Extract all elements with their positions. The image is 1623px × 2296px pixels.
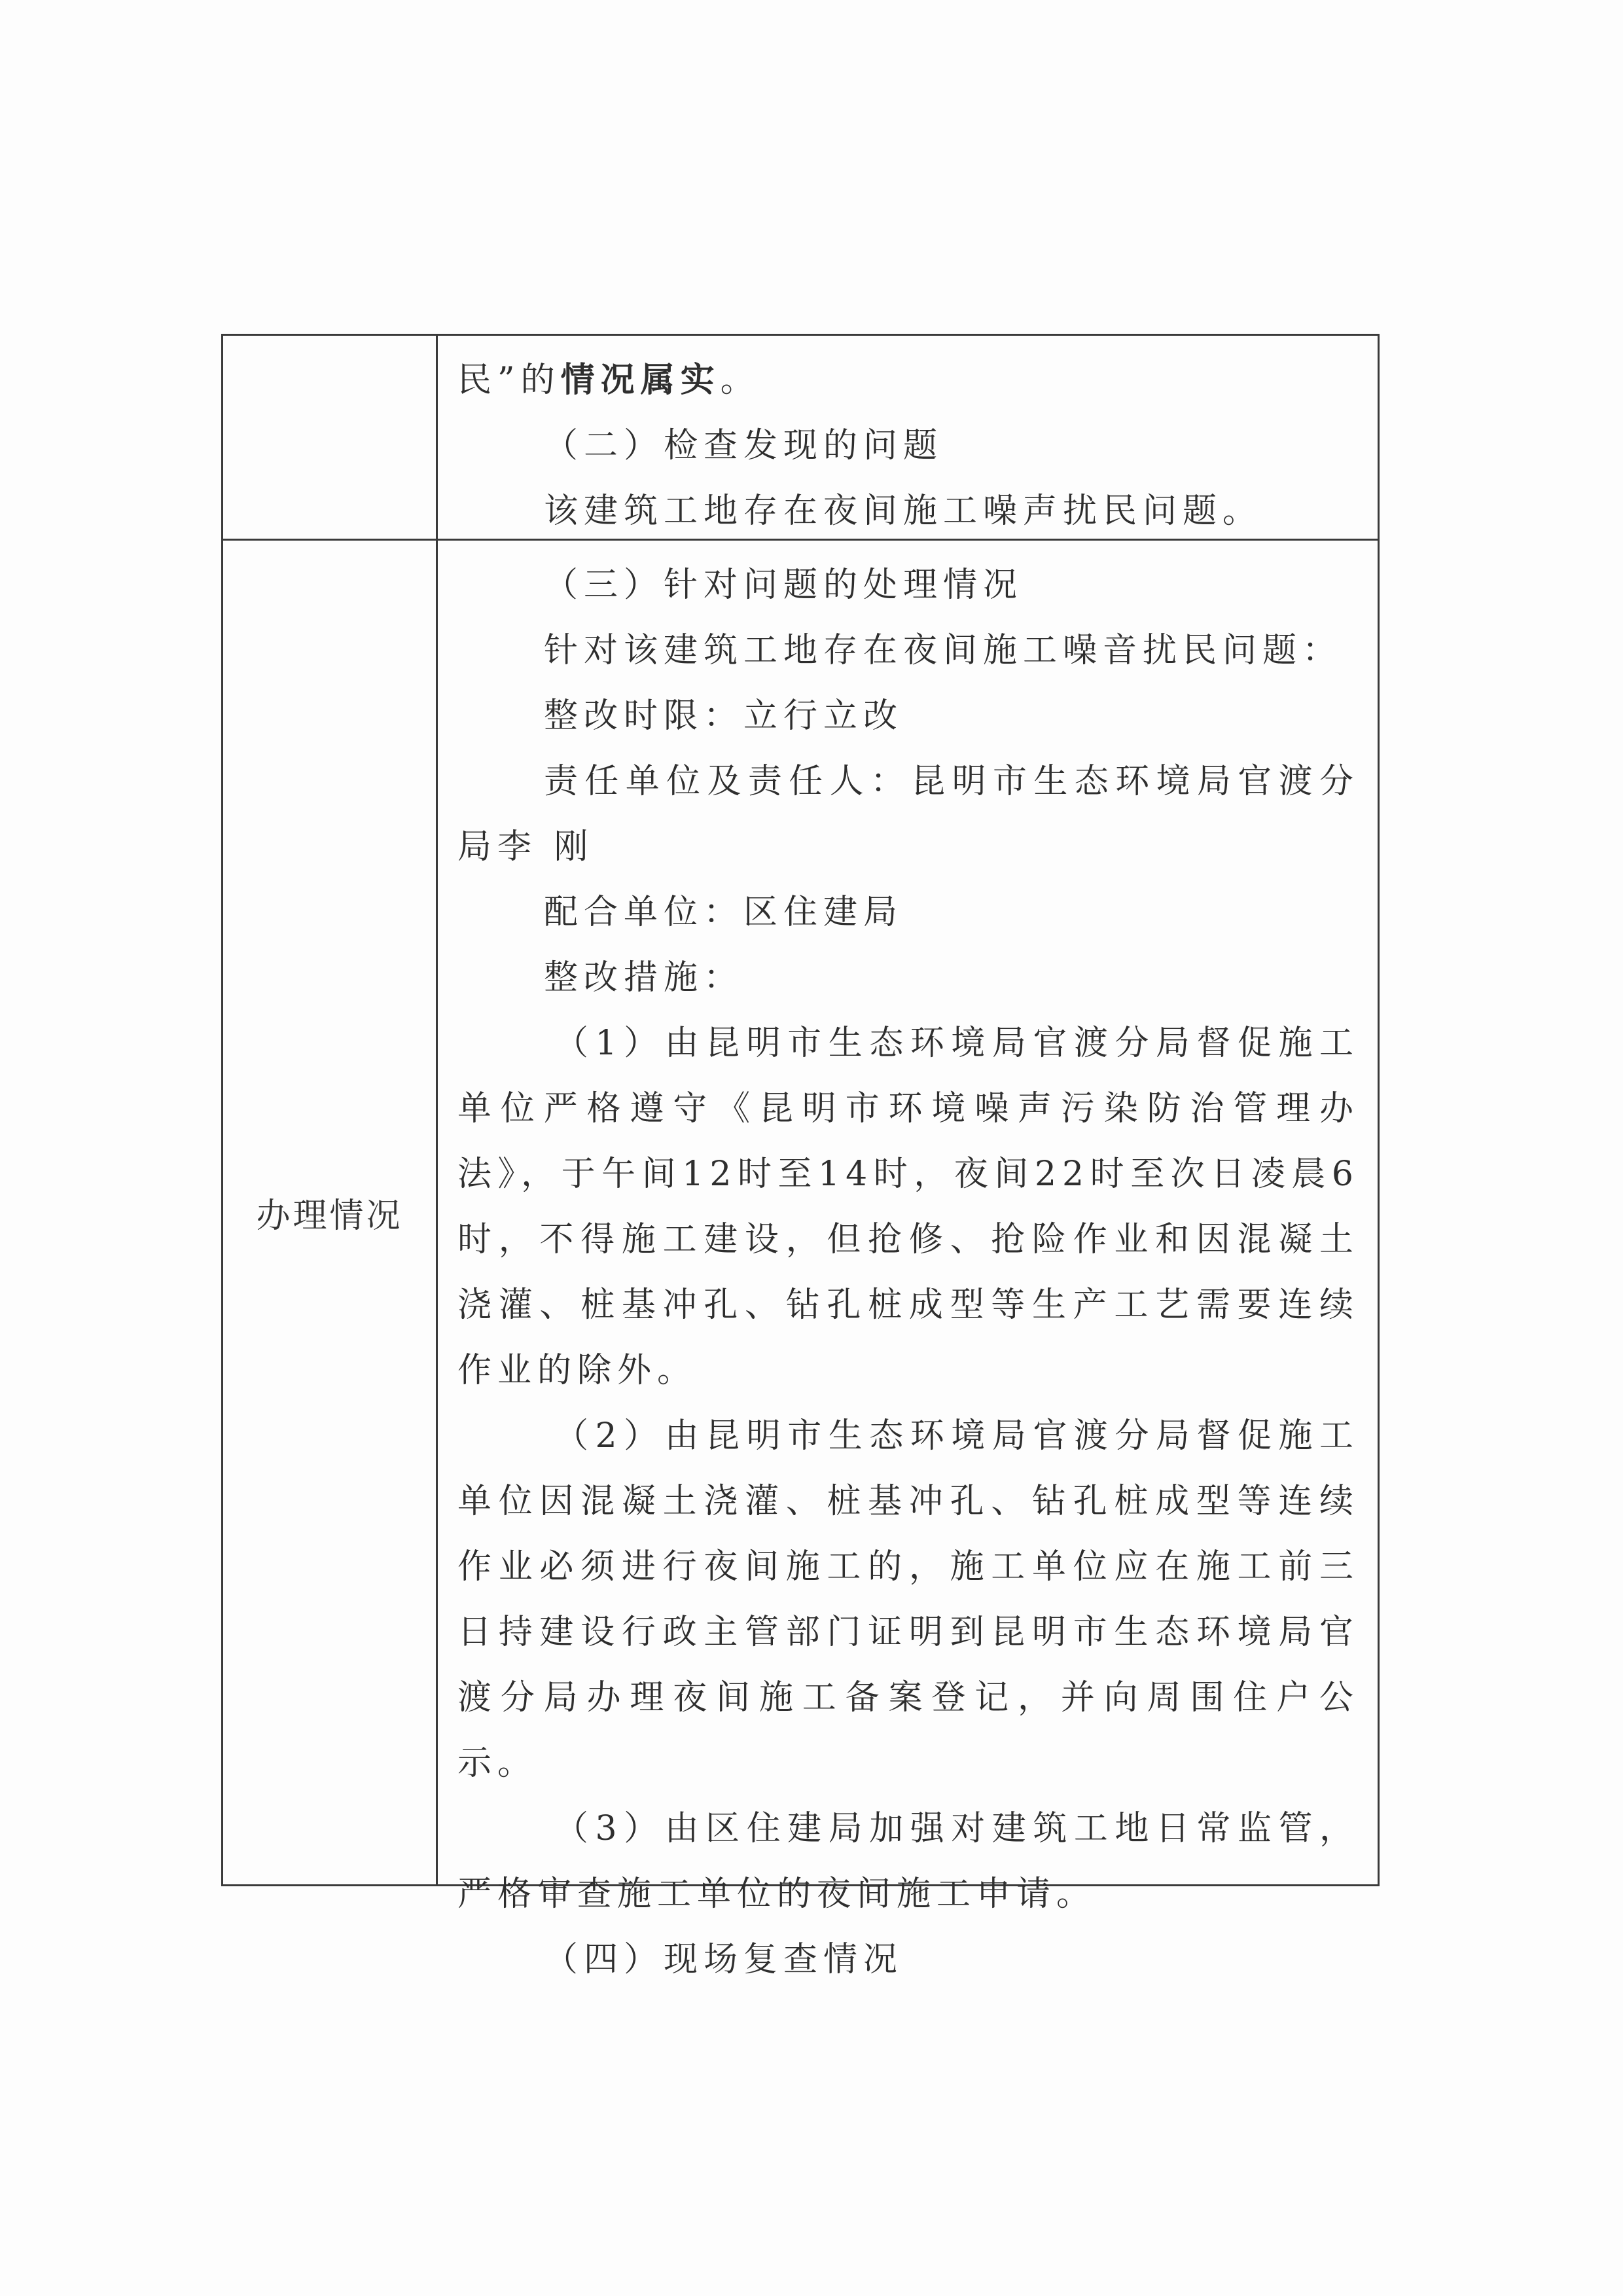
paragraph-cooperating-unit: 配合单位：区住建局 — [544, 893, 904, 932]
conclusion-suffix: 。 — [720, 361, 760, 400]
row-label-handling: 办理情况 — [256, 1196, 403, 1236]
conclusion-prefix: 民”的 — [457, 361, 561, 400]
conclusion-bold: 情况属实 — [560, 360, 721, 400]
table-row-findings — [223, 336, 1378, 539]
paragraph-issue: 该建筑工地存在夜间施工噪声扰民问题。 — [544, 492, 1263, 531]
findings-content — [438, 336, 1378, 539]
paragraph-responsible: 责任单位及责任人：昆明市生态环境局官渡分局李 刚 — [457, 762, 1359, 867]
section-heading-handling: （三）针对问题的处理情况 — [544, 565, 1024, 605]
paragraph-deadline: 整改时限：立行立改 — [544, 696, 904, 736]
row-label-cell-handling — [223, 541, 438, 1884]
table-row-handling — [223, 539, 1378, 1979]
section-heading-recheck: （四）现场复查情况 — [544, 1940, 904, 1979]
paragraph-measures-label: 整改措施： — [544, 958, 744, 997]
report-table — [221, 334, 1380, 1979]
paragraph-conclusion — [457, 348, 1359, 413]
paragraph-intro: 针对该建筑工地存在夜间施工噪音扰民问题： — [544, 631, 1343, 670]
paragraph-measure-2: （2）由昆明市生态环境局官渡分局督促施工单位因混凝土浇灌、桩基冲孔、钻孔桩成型等连续作业必须进行夜间施工的，施工单位应在施工前三日持建设行政主管部门证明到昆明市生态环境局官渡分局办理夜间施工备案登记，并向周围住户公示。 — [457, 1416, 1359, 1783]
section-heading-issues: （二）检查发现的问题 — [544, 426, 944, 465]
paragraph-measure-1: （1）由昆明市生态环境局官渡分局督促施工单位严格遵守《昆明市环境噪声污染防治管理办法》，于午间12时至14时，夜间22时至次日凌晨6时，不得施工建设，但抢修、抢险作业和因混凝土浇灌、桩基冲孔、钻孔桩成型等生产工艺需要连续作业的除外。 — [457, 1024, 1359, 1390]
handling-content — [438, 541, 1378, 1979]
row-label-cell — [223, 336, 438, 539]
paragraph-measure-3: （3）由区住建局加强对建筑工地日常监管，严格审查施工单位的夜间施工申请。 — [457, 1809, 1359, 1914]
